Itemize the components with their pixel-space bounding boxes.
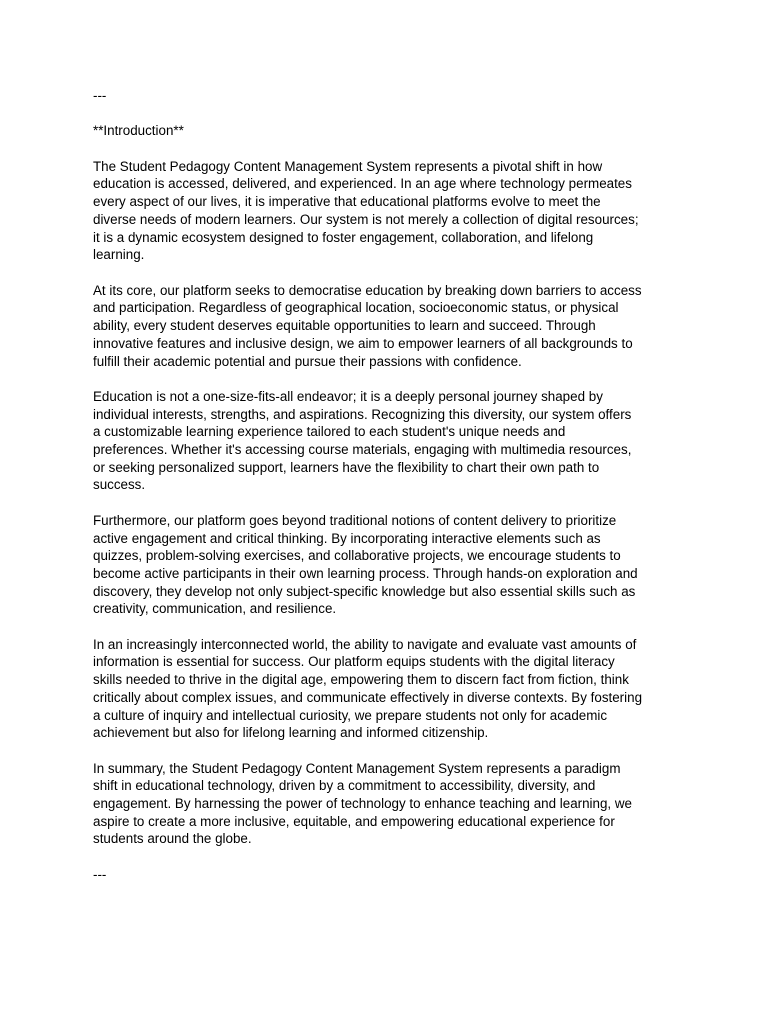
paragraph-3: Education is not a one-size-fits-all endeavor; it is a deeply personal journey shaped by individual interests, strengths, and aspirations. Recognizing this diversity, our system offers a customizable learning experience tailored to each student's unique needs and preferences. Whether it's accessing course materials, engaging with multimedia resources, or seeking personalized support, learners have the flexibility to chart their own path to success.	[93, 388, 632, 493]
paragraph-6: In summary, the Student Pedagogy Content Management System represents a paradigm shift in educational technology, driven by a commitment to accessibility, diversity, and engagement. By harnessing the power of technology to enhance teaching and learning, we aspire to create a more inclusive, equitable, and empowering educational experience for students around the globe.	[93, 760, 632, 847]
paragraph-1: The Student Pedagogy Content Management System represents a pivotal shift in how education is accessed, delivered, and experienced. In an age where technology permeates every aspect of our lives, it is imperative that educational platforms evolve to meet the diverse needs of modern learners. Our system is not merely a collection of digital resources; it is a dynamic ecosystem designed to foster engagement, collaboration, and lifelong learning.	[93, 158, 639, 263]
section-heading: **Introduction**	[93, 123, 184, 139]
separator-bottom: ---	[93, 866, 107, 882]
document-page	[93, 87, 683, 901]
paragraph-2: At its core, our platform seeks to democratise education by breaking down barriers to access and participation. Regardless of geographical location, socioeconomic status, or physical ability, every student deserves equitable opportunities to learn and succeed. Through innovative features and inclusive design, we aim to empower learners of all backgrounds to fulfill their academic potential and pursue their passions with confidence.	[93, 282, 642, 369]
separator-top: ---	[93, 88, 107, 103]
paragraph-4: Furthermore, our platform goes beyond traditional notions of content delivery to prioritize active engagement and critical thinking. By incorporating interactive elements such as quizzes, problem-solving exercises, and collaborative projects, we encourage students to become active participants in their own learning process. Through hands-on exploration and discovery, they develop not only subject-specific knowledge but also essential skills such as creativity, communication, and resilience.	[93, 512, 638, 617]
paragraph-5: In an increasingly interconnected world, the ability to navigate and evaluate vast amounts of information is essential for success. Our platform equips students with the digital literacy skills needed to thrive in the digital age, empowering them to discern fact from fiction, think critically about complex issues, and communicate effectively in diverse contexts. By fostering a culture of inquiry and intellectual curiosity, we prepare students not only for academic achievement but also for lifelong learning and informed citizenship.	[93, 636, 643, 741]
